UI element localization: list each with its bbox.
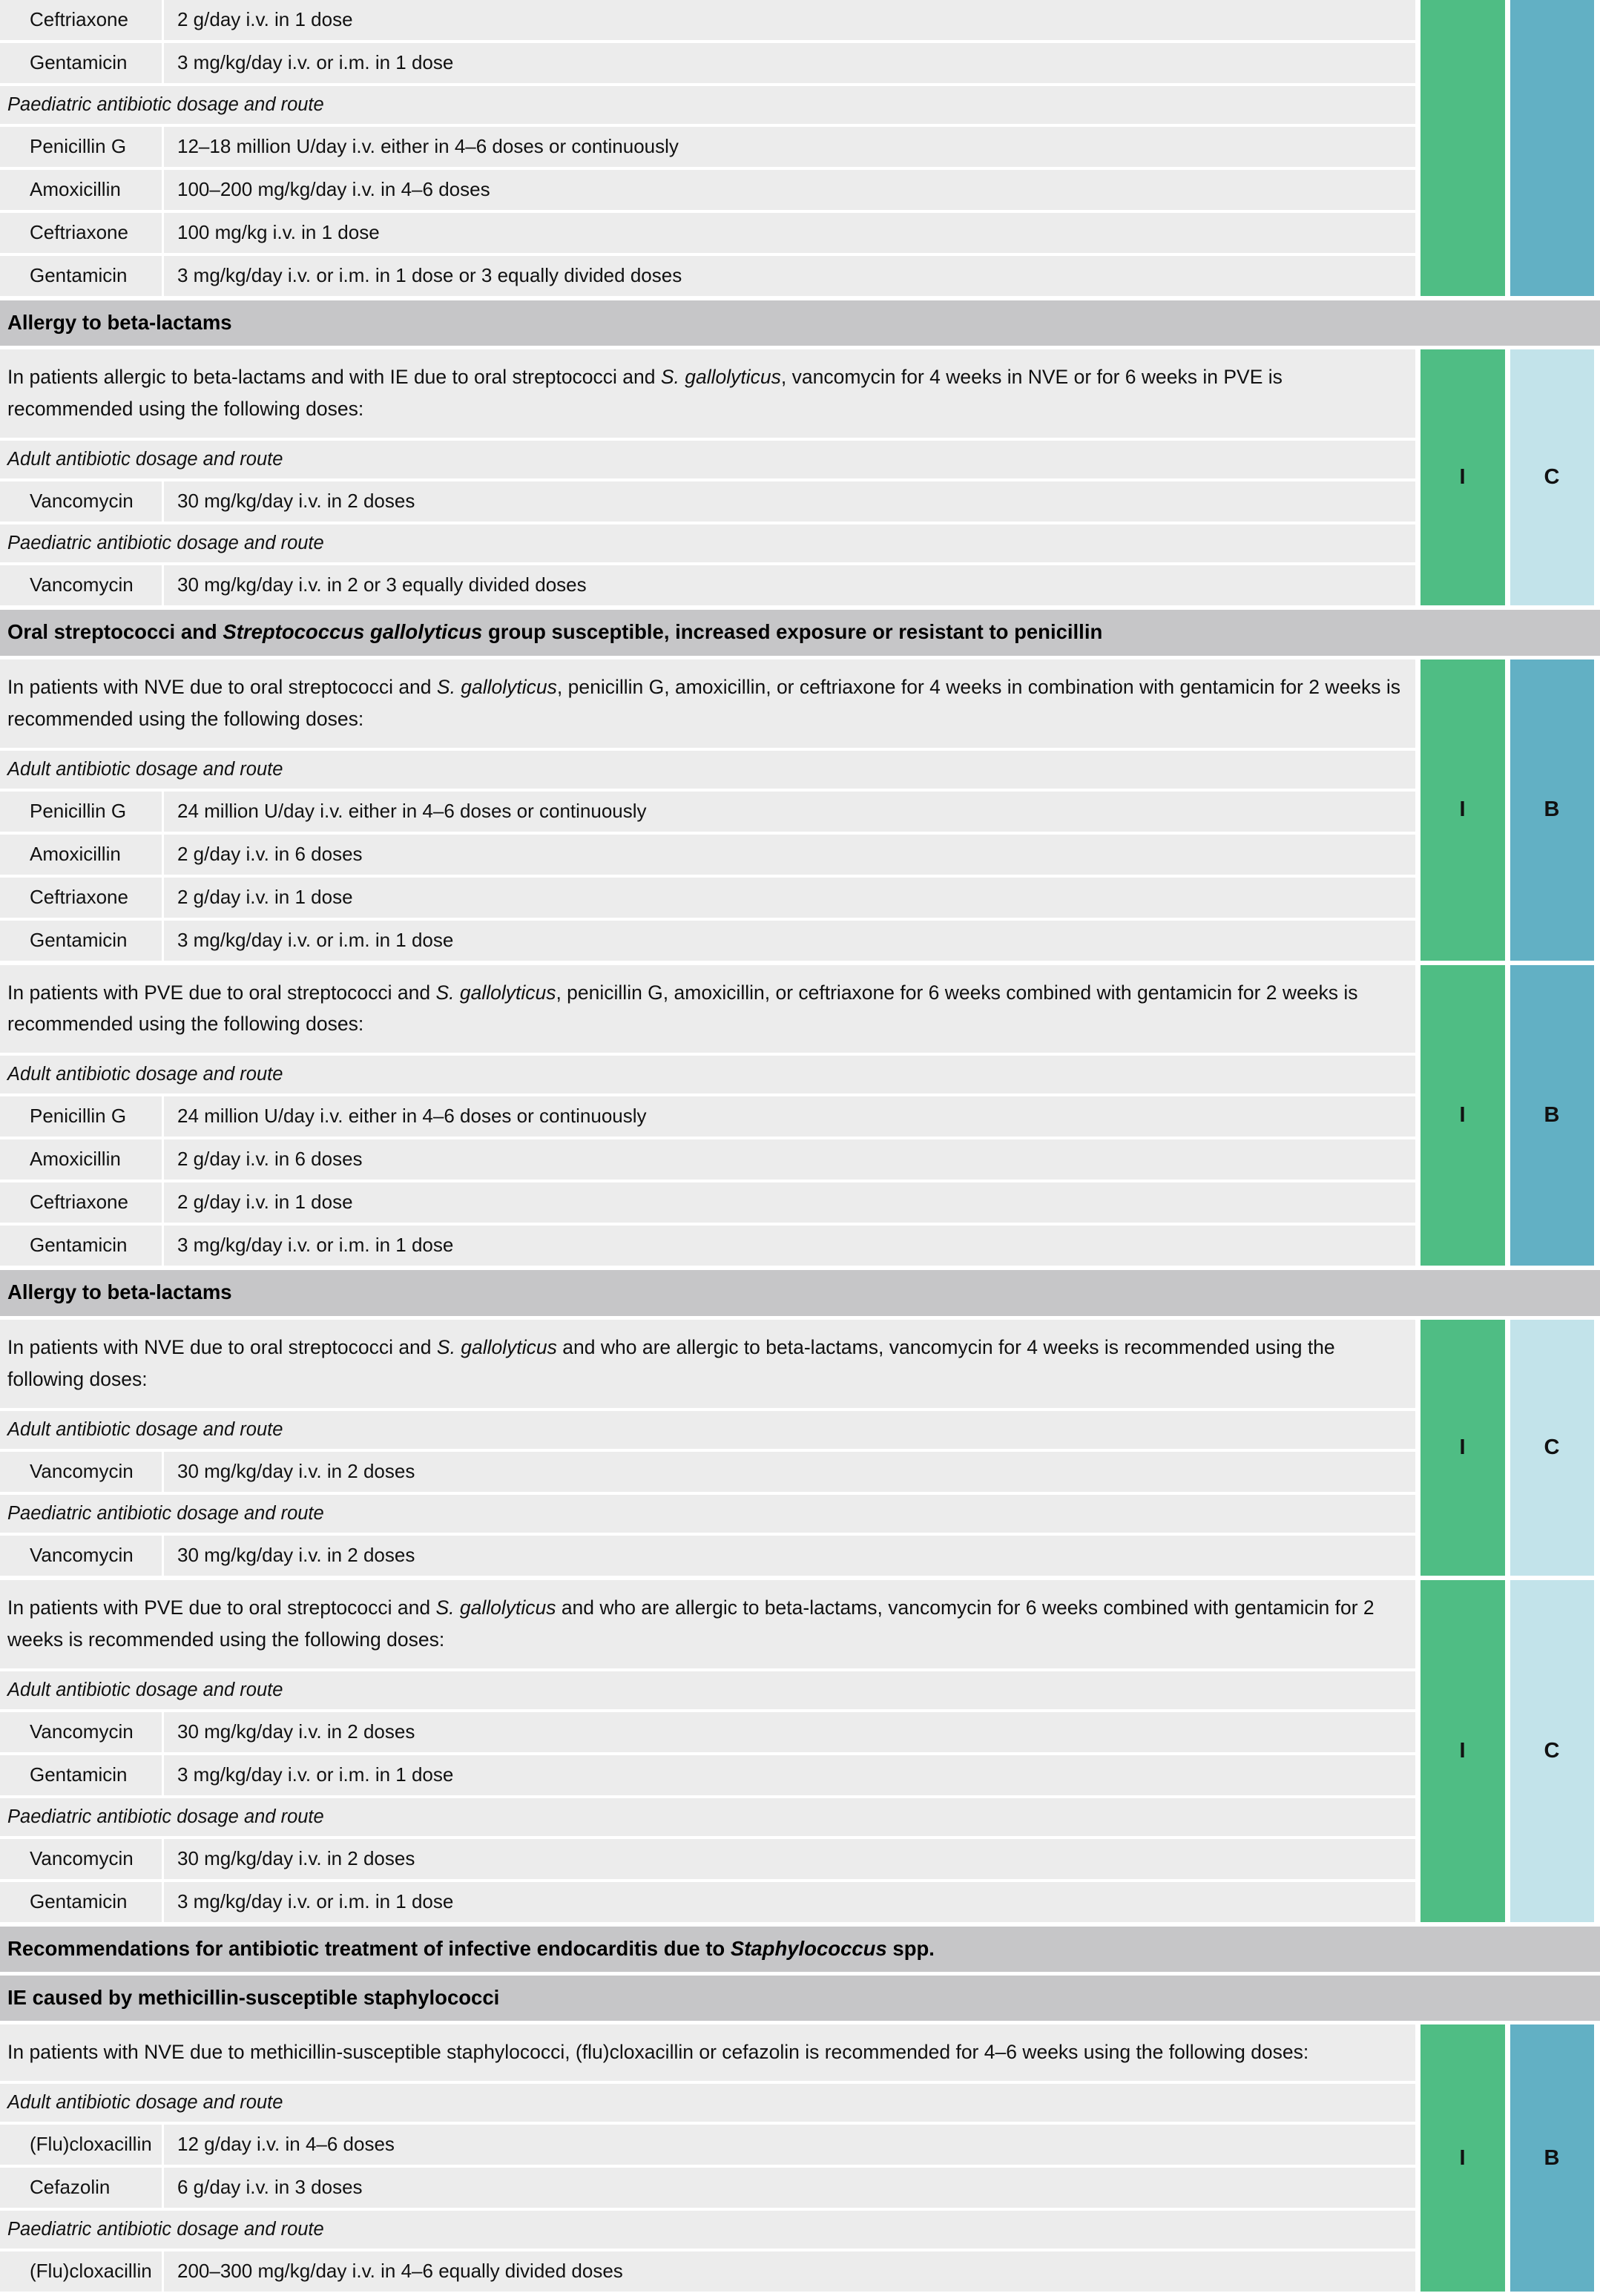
recommendation-block-allergy-beta-lactams-2-nve bbox=[0, 1320, 1600, 1576]
drug-name: Vancomycin bbox=[0, 565, 162, 605]
dosage-group-label: Adult antibiotic dosage and route bbox=[0, 441, 1415, 478]
class-of-recommendation-badge: I bbox=[1420, 659, 1505, 961]
level-of-evidence-badge: C bbox=[1510, 1580, 1595, 1922]
section-header-methicillin-susceptible-header: IE caused by methicillin-susceptible staphylococci bbox=[0, 1976, 1600, 2021]
drug-name: Vancomycin bbox=[0, 1452, 162, 1492]
recommendation-block-oral-strep-resistant-pve bbox=[0, 965, 1600, 1266]
drug-dose-row bbox=[0, 170, 1415, 210]
rating-cells bbox=[1415, 1320, 1600, 1576]
drug-dosage: 12 g/day i.v. in 4–6 doses bbox=[162, 2125, 1415, 2165]
dosage-group-label: Adult antibiotic dosage and route bbox=[0, 1671, 1415, 1709]
class-of-recommendation-badge bbox=[1420, 0, 1505, 296]
drug-dosage: 100–200 mg/kg/day i.v. in 4–6 doses bbox=[162, 170, 1415, 210]
recommendation-body bbox=[0, 1320, 1415, 1576]
level-of-evidence-badge: C bbox=[1510, 349, 1595, 605]
level-of-evidence-badge bbox=[1510, 0, 1595, 296]
block-gap bbox=[0, 2292, 1600, 2296]
recommendation-body bbox=[0, 2024, 1415, 2292]
drug-name: (Flu)cloxacillin bbox=[0, 2125, 162, 2165]
drug-name: Ceftriaxone bbox=[0, 1182, 162, 1223]
recommendation-body bbox=[0, 0, 1415, 296]
drug-dose-row bbox=[0, 0, 1415, 40]
drug-name: Penicillin G bbox=[0, 1096, 162, 1137]
drug-dosage: 100 mg/kg i.v. in 1 dose bbox=[162, 213, 1415, 253]
dosage-group-label: Paediatric antibiotic dosage and route bbox=[0, 2211, 1415, 2249]
drug-dosage: 2 g/day i.v. in 6 doses bbox=[162, 835, 1415, 875]
drug-name: Vancomycin bbox=[0, 481, 162, 522]
drug-name: Vancomycin bbox=[0, 1536, 162, 1576]
recommendation-block-methicillin-susceptible-nve bbox=[0, 2024, 1600, 2292]
drug-name: Penicillin G bbox=[0, 792, 162, 832]
drug-dosage: 3 mg/kg/day i.v. or i.m. in 1 dose bbox=[162, 1755, 1415, 1795]
drug-dose-row bbox=[0, 1452, 1415, 1492]
recommendation-body bbox=[0, 659, 1415, 961]
rating-cells bbox=[1415, 349, 1600, 605]
drug-dose-row bbox=[0, 1755, 1415, 1795]
dosage-group-label: Paediatric antibiotic dosage and route bbox=[0, 86, 1415, 124]
drug-name: Vancomycin bbox=[0, 1712, 162, 1752]
level-of-evidence-badge: C bbox=[1510, 1320, 1595, 1576]
class-of-recommendation-badge: I bbox=[1420, 2024, 1505, 2292]
drug-dosage: 3 mg/kg/day i.v. or i.m. in 1 dose bbox=[162, 1226, 1415, 1266]
drug-dose-row bbox=[0, 2168, 1415, 2208]
drug-dosage: 30 mg/kg/day i.v. in 2 doses bbox=[162, 1712, 1415, 1752]
drug-dose-row bbox=[0, 481, 1415, 522]
drug-dosage: 30 mg/kg/day i.v. in 2 doses bbox=[162, 1839, 1415, 1879]
drug-name: Gentamicin bbox=[0, 1226, 162, 1266]
drug-dosage: 3 mg/kg/day i.v. or i.m. in 1 dose bbox=[162, 43, 1415, 83]
drug-dosage: 2 g/day i.v. in 1 dose bbox=[162, 0, 1415, 40]
rating-cells bbox=[1415, 2024, 1600, 2292]
rating-cells bbox=[1415, 1580, 1600, 1922]
level-of-evidence-badge: B bbox=[1510, 659, 1595, 961]
drug-name: Ceftriaxone bbox=[0, 0, 162, 40]
drug-name: Ceftriaxone bbox=[0, 878, 162, 918]
drug-dose-row bbox=[0, 2125, 1415, 2165]
drug-dosage: 3 mg/kg/day i.v. or i.m. in 1 dose bbox=[162, 1882, 1415, 1922]
section-header-allergy-beta-lactams-1: Allergy to beta-lactams bbox=[0, 300, 1600, 346]
recommendation-text: In patients with NVE due to oral streptococci and S. gallolyticus, penicillin G, amoxicillin, or ceftriaxone for 4 weeks in combination with gentamicin for 2 weeks is recommended using the following doses: bbox=[0, 659, 1415, 748]
drug-dose-row bbox=[0, 1536, 1415, 1576]
drug-dose-row bbox=[0, 43, 1415, 83]
level-of-evidence-badge: B bbox=[1510, 2024, 1595, 2292]
drug-name: Gentamicin bbox=[0, 1882, 162, 1922]
section-header-staph-recommendations-header: Recommendations for antibiotic treatment of infective endocarditis due to Staphylococcus spp. bbox=[0, 1927, 1600, 1972]
drug-dose-row bbox=[0, 835, 1415, 875]
dosage-group-label: Paediatric antibiotic dosage and route bbox=[0, 524, 1415, 562]
drug-dose-row bbox=[0, 213, 1415, 253]
drug-name: Amoxicillin bbox=[0, 170, 162, 210]
class-of-recommendation-badge: I bbox=[1420, 1580, 1505, 1922]
drug-name: Gentamicin bbox=[0, 43, 162, 83]
drug-name: Vancomycin bbox=[0, 1839, 162, 1879]
recommendation-body bbox=[0, 1580, 1415, 1922]
rating-cells bbox=[1415, 965, 1600, 1266]
drug-name: Penicillin G bbox=[0, 127, 162, 167]
rating-cells bbox=[1415, 0, 1600, 296]
recommendation-block-continued-penicillin-susceptible bbox=[0, 0, 1600, 296]
drug-dose-row bbox=[0, 792, 1415, 832]
drug-name: Ceftriaxone bbox=[0, 213, 162, 253]
drug-dosage: 30 mg/kg/day i.v. in 2 doses bbox=[162, 1536, 1415, 1576]
class-of-recommendation-badge: I bbox=[1420, 1320, 1505, 1576]
drug-dosage: 24 million U/day i.v. either in 4–6 doses or continuously bbox=[162, 1096, 1415, 1137]
recommendation-block-allergy-beta-lactams-2-pve bbox=[0, 1580, 1600, 1922]
drug-dose-row bbox=[0, 921, 1415, 961]
recommendation-body bbox=[0, 349, 1415, 605]
drug-dose-row bbox=[0, 878, 1415, 918]
drug-dosage: 30 mg/kg/day i.v. in 2 doses bbox=[162, 481, 1415, 522]
recommendation-text: In patients with NVE due to oral streptococci and S. gallolyticus and who are allergic to beta-lactams, vancomycin for 4 weeks is recommended using the following doses: bbox=[0, 1320, 1415, 1408]
section-header-allergy-beta-lactams-2: Allergy to beta-lactams bbox=[0, 1270, 1600, 1315]
recommendation-block-oral-strep-resistant-nve bbox=[0, 659, 1600, 961]
drug-dose-row bbox=[0, 256, 1415, 296]
drug-dosage: 30 mg/kg/day i.v. in 2 or 3 equally divided doses bbox=[162, 565, 1415, 605]
recommendation-text: In patients with PVE due to oral streptococci and S. gallolyticus and who are allergic to beta-lactams, vancomycin for 6 weeks combined with gentamicin for 2 weeks is recommended using the following doses: bbox=[0, 1580, 1415, 1668]
drug-dosage: 24 million U/day i.v. either in 4–6 doses or continuously bbox=[162, 792, 1415, 832]
class-of-recommendation-badge: I bbox=[1420, 349, 1505, 605]
class-of-recommendation-badge: I bbox=[1420, 965, 1505, 1266]
recommendation-block-allergy-beta-lactams-1-rec bbox=[0, 349, 1600, 605]
drug-name: Amoxicillin bbox=[0, 835, 162, 875]
drug-name: Gentamicin bbox=[0, 921, 162, 961]
drug-dosage: 30 mg/kg/day i.v. in 2 doses bbox=[162, 1452, 1415, 1492]
drug-dose-row bbox=[0, 1139, 1415, 1180]
drug-dose-row bbox=[0, 1839, 1415, 1879]
drug-dosage: 3 mg/kg/day i.v. or i.m. in 1 dose bbox=[162, 921, 1415, 961]
recommendation-text: In patients allergic to beta-lactams and with IE due to oral streptococci and S. gallolyticus, vancomycin for 4 weeks in NVE or for 6 weeks in PVE is recommended using the following doses: bbox=[0, 349, 1415, 438]
drug-dose-row bbox=[0, 1182, 1415, 1223]
drug-dose-row bbox=[0, 1882, 1415, 1922]
drug-dose-row bbox=[0, 2251, 1415, 2292]
drug-dose-row bbox=[0, 1712, 1415, 1752]
drug-dosage: 2 g/day i.v. in 1 dose bbox=[162, 878, 1415, 918]
dosage-group-label: Adult antibiotic dosage and route bbox=[0, 751, 1415, 789]
drug-dose-row bbox=[0, 1226, 1415, 1266]
dosage-group-label: Paediatric antibiotic dosage and route bbox=[0, 1495, 1415, 1533]
drug-name: Amoxicillin bbox=[0, 1139, 162, 1180]
drug-dosage: 6 g/day i.v. in 3 doses bbox=[162, 2168, 1415, 2208]
recommendation-text: In patients with PVE due to oral streptococci and S. gallolyticus, penicillin G, amoxicillin, or ceftriaxone for 6 weeks combined with gentamicin for 2 weeks is recommended using the following doses: bbox=[0, 965, 1415, 1053]
recommendation-body bbox=[0, 965, 1415, 1266]
rating-cells bbox=[1415, 659, 1600, 961]
drug-dosage: 3 mg/kg/day i.v. or i.m. in 1 dose or 3 equally divided doses bbox=[162, 256, 1415, 296]
dosage-group-label: Paediatric antibiotic dosage and route bbox=[0, 1798, 1415, 1836]
drug-name: Gentamicin bbox=[0, 256, 162, 296]
drug-name: Cefazolin bbox=[0, 2168, 162, 2208]
drug-dosage: 2 g/day i.v. in 6 doses bbox=[162, 1139, 1415, 1180]
drug-dose-row bbox=[0, 565, 1415, 605]
drug-dosage: 200–300 mg/kg/day i.v. in 4–6 equally divided doses bbox=[162, 2251, 1415, 2292]
drug-name: (Flu)cloxacillin bbox=[0, 2251, 162, 2292]
drug-name: Gentamicin bbox=[0, 1755, 162, 1795]
level-of-evidence-badge: B bbox=[1510, 965, 1595, 1266]
recommendation-text: In patients with NVE due to methicillin-susceptible staphylococci, (flu)cloxacillin or cefazolin is recommended for 4–6 weeks using the following doses: bbox=[0, 2024, 1415, 2081]
drug-dosage: 2 g/day i.v. in 1 dose bbox=[162, 1182, 1415, 1223]
dosage-group-label: Adult antibiotic dosage and route bbox=[0, 2084, 1415, 2122]
dosage-group-label: Adult antibiotic dosage and route bbox=[0, 1056, 1415, 1093]
drug-dose-row bbox=[0, 127, 1415, 167]
dosage-group-label: Adult antibiotic dosage and route bbox=[0, 1411, 1415, 1449]
drug-dosage: 12–18 million U/day i.v. either in 4–6 doses or continuously bbox=[162, 127, 1415, 167]
section-header-oral-strep-resistant-header: Oral streptococci and Streptococcus gallolyticus group susceptible, increased exposure or resistant to penicillin bbox=[0, 610, 1600, 655]
drug-dose-row bbox=[0, 1096, 1415, 1137]
